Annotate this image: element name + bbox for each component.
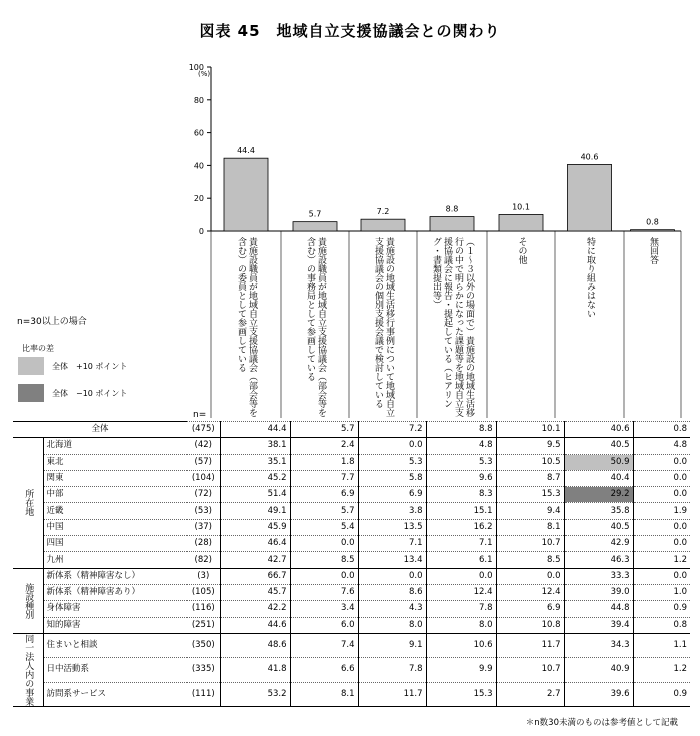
row-label: 九州 [43, 552, 187, 568]
value-cell: 53.2 [220, 682, 290, 706]
table-row [13, 617, 690, 633]
value-cell: 12.4 [496, 584, 564, 600]
bar [293, 222, 337, 231]
value-cell: 9.1 [358, 633, 426, 657]
table-row [13, 536, 690, 552]
row-n: (82) [187, 552, 220, 568]
category-label: その他 [516, 237, 527, 264]
value-cell: 2.7 [496, 682, 564, 706]
value-cell: 13.4 [358, 552, 426, 568]
row-label: 身体障害 [43, 601, 187, 617]
value-cell: 40.9 [564, 658, 633, 682]
value-cell: 45.9 [220, 519, 290, 535]
row-label: 関東 [43, 470, 187, 486]
value-cell: 8.7 [496, 470, 564, 486]
value-cell: 11.7 [358, 682, 426, 706]
value-cell: 13.5 [358, 519, 426, 535]
y-tick-label: 80 [193, 95, 204, 105]
value-cell: 42.2 [220, 601, 290, 617]
category-label-box [419, 235, 485, 420]
value-cell: 38.1 [220, 438, 290, 454]
legend-title: 比率の差 [22, 344, 54, 353]
table-row [13, 438, 690, 454]
category-label-box [283, 235, 347, 420]
table-row [13, 658, 690, 682]
value-cell: 66.7 [220, 568, 290, 584]
value-cell: 42.9 [564, 536, 633, 552]
y-tick-label: 60 [193, 128, 204, 138]
value-cell: 5.3 [358, 454, 426, 470]
legend-plus-swatch [18, 357, 44, 375]
value-cell: 7.8 [426, 601, 496, 617]
y-tick-label: 0 [198, 227, 204, 236]
value-cell: 6.6 [290, 658, 358, 682]
value-cell: 45.7 [220, 584, 290, 600]
row-n: (28) [187, 536, 220, 552]
group-cell [13, 438, 43, 568]
category-label: 特に取り組みはない [585, 237, 595, 318]
value-cell: 44.8 [564, 601, 633, 617]
value-cell: 46.4 [220, 536, 290, 552]
value-cell: 48.6 [220, 633, 290, 657]
value-cell: 15.3 [426, 682, 496, 706]
legend-plus [18, 357, 127, 375]
value-cell: 0.0 [358, 438, 426, 454]
value-cell: 39.6 [564, 682, 633, 706]
value-cell: 5.4 [290, 519, 358, 535]
value-cell: 9.6 [426, 470, 496, 486]
table-row [13, 422, 690, 438]
value-cell: 10.1 [496, 422, 564, 438]
y-tick-label: 20 [193, 194, 204, 204]
value-cell: 0.0 [290, 536, 358, 552]
table-row [13, 682, 690, 706]
bar-value-label: 7.2 [376, 207, 390, 217]
table-row [13, 503, 690, 519]
value-cell: 7.7 [290, 470, 358, 486]
value-cell: 8.1 [290, 682, 358, 706]
value-cell: 7.4 [290, 633, 358, 657]
table-row [13, 487, 690, 503]
value-cell: 0.0 [358, 568, 426, 584]
value-cell: 1.2 [633, 552, 690, 568]
value-cell: 0.8 [633, 617, 690, 633]
value-cell: 0.0 [496, 568, 564, 584]
value-cell: 44.6 [220, 617, 290, 633]
category-label-box [557, 235, 622, 420]
row-n: (72) [187, 487, 220, 503]
value-cell: 9.4 [496, 503, 564, 519]
row-label: 中部 [43, 487, 187, 503]
value-cell: 46.3 [564, 552, 633, 568]
value-cell: 1.2 [633, 658, 690, 682]
legend-plus-label: 全体 +10 ポイント [52, 361, 128, 371]
row-n: (53) [187, 503, 220, 519]
row-n: (335) [187, 658, 220, 682]
value-cell: 8.0 [426, 617, 496, 633]
value-cell: 4.8 [426, 438, 496, 454]
value-cell: 40.5 [564, 438, 633, 454]
value-cell: 6.9 [290, 487, 358, 503]
category-label: 貴施設の地域生活移行事例について地域自立支援協議会の個別支援会議で検討している [373, 237, 394, 417]
value-cell: 7.6 [290, 584, 358, 600]
value-cell: 3.8 [358, 503, 426, 519]
row-n: (111) [187, 682, 220, 706]
value-cell: 42.7 [220, 552, 290, 568]
page-title: 図表 45 地域自立支援協議会との関わり [199, 22, 501, 40]
group-cell [13, 633, 43, 706]
value-cell: 10.6 [426, 633, 496, 657]
table-row [13, 470, 690, 486]
value-cell: 3.4 [290, 601, 358, 617]
value-cell: 0.9 [633, 682, 690, 706]
value-cell: 8.1 [496, 519, 564, 535]
value-cell: 40.4 [564, 470, 633, 486]
value-cell: 35.1 [220, 454, 290, 470]
table-row [13, 568, 690, 584]
value-cell: 0.8 [633, 422, 690, 438]
value-cell: 6.9 [496, 601, 564, 617]
row-label: 北海道 [43, 438, 187, 454]
bar-value-label: 5.7 [308, 209, 322, 219]
bar-value-label: 40.6 [580, 152, 599, 162]
value-cell: 40.5 [564, 519, 633, 535]
group-label: 同一法人内の事業 [23, 633, 34, 706]
data-table [13, 421, 690, 707]
value-cell: 6.9 [358, 487, 426, 503]
value-cell: 0.0 [633, 519, 690, 535]
value-cell: 33.3 [564, 568, 633, 584]
value-cell: 7.2 [358, 422, 426, 438]
value-cell: 10.7 [496, 536, 564, 552]
bar [631, 230, 675, 231]
value-cell: 50.9 [564, 454, 633, 470]
value-cell: 0.0 [426, 568, 496, 584]
row-n: (475) [187, 422, 220, 438]
table-row [13, 601, 690, 617]
row-label: 近畿 [43, 503, 187, 519]
bar [430, 217, 474, 231]
value-cell: 51.4 [220, 487, 290, 503]
bar [361, 219, 405, 231]
row-label: 東北 [43, 454, 187, 470]
value-cell: 39.0 [564, 584, 633, 600]
value-cell: 45.2 [220, 470, 290, 486]
row-n: (57) [187, 454, 220, 470]
row-label: 全体 [13, 422, 187, 438]
y-unit-label: (%) [198, 70, 211, 78]
value-cell: 0.0 [633, 487, 690, 503]
value-cell: 39.4 [564, 617, 633, 633]
group-label: 施設種別 [23, 582, 34, 619]
value-cell: 7.8 [358, 658, 426, 682]
value-cell: 1.0 [633, 584, 690, 600]
value-cell: 0.9 [633, 601, 690, 617]
value-cell: 0.0 [633, 470, 690, 486]
row-n: (37) [187, 519, 220, 535]
category-label-box [213, 235, 279, 420]
value-cell: 41.8 [220, 658, 290, 682]
category-label-box [351, 235, 415, 420]
value-cell: 5.8 [358, 470, 426, 486]
value-cell: 0.0 [633, 454, 690, 470]
bar-value-label: 44.4 [237, 146, 255, 156]
row-label: 中国 [43, 519, 187, 535]
value-cell: 0.0 [633, 568, 690, 584]
value-cell: 7.1 [426, 536, 496, 552]
category-label: 無回答 [648, 237, 658, 264]
bar [568, 164, 612, 231]
value-cell: 10.7 [496, 658, 564, 682]
value-cell: 8.8 [426, 422, 496, 438]
value-cell: 1.9 [633, 503, 690, 519]
table-row [13, 584, 690, 600]
value-cell: 0.0 [290, 568, 358, 584]
row-label: 四国 [43, 536, 187, 552]
value-cell: 4.8 [633, 438, 690, 454]
value-cell: 44.4 [220, 422, 290, 438]
value-cell: 8.5 [496, 552, 564, 568]
y-tick-label: 40 [193, 161, 204, 171]
legend-minus-label: 全体 −10 ポイント [52, 388, 128, 398]
footnote: ＊n数30未満のものは参考値として記載 [525, 718, 678, 728]
value-cell: 6.1 [426, 552, 496, 568]
value-cell: 16.2 [426, 519, 496, 535]
group-label: 所在地 [23, 489, 34, 517]
y-tick-label: 100 [188, 63, 204, 72]
value-cell: 2.4 [290, 438, 358, 454]
category-label: 貴施設職員が地域自立支援協議会（部会等を含む）の事務局として参画している [305, 237, 326, 417]
row-n: (116) [187, 601, 220, 617]
table-row [13, 519, 690, 535]
value-cell: 5.3 [426, 454, 496, 470]
row-label: 訪問系サービス [43, 682, 187, 706]
legend-minus-swatch [18, 384, 44, 402]
value-cell: 5.7 [290, 503, 358, 519]
value-cell: 9.9 [426, 658, 496, 682]
value-cell: 29.2 [564, 487, 633, 503]
value-cell: 34.3 [564, 633, 633, 657]
value-cell: 0.0 [633, 536, 690, 552]
bar-value-label: 0.8 [646, 217, 659, 227]
table-row [13, 552, 690, 568]
value-cell: 49.1 [220, 503, 290, 519]
row-label: 住まいと相談 [43, 633, 187, 657]
value-cell: 5.7 [290, 422, 358, 438]
row-label: 知的障害 [43, 617, 187, 633]
value-cell: 6.0 [290, 617, 358, 633]
group-cell [13, 568, 43, 633]
row-n: (251) [187, 617, 220, 633]
legend-minus [18, 384, 127, 402]
n-label: n= [193, 410, 207, 420]
category-label: （１～３以外の場面で）貴施設の地域生活移行の中で明らかになった課題等を地域自立支援協議会に報告・提起している（ヒアリング・書類提出等） [431, 237, 474, 417]
value-cell: 40.6 [564, 422, 633, 438]
bar-value-label: 8.8 [445, 204, 459, 214]
value-cell: 10.8 [496, 617, 564, 633]
row-n: (104) [187, 470, 220, 486]
row-label: 新体系（精神障害なし） [43, 568, 187, 584]
category-label-box [489, 235, 553, 420]
value-cell: 10.5 [496, 454, 564, 470]
value-cell: 4.3 [358, 601, 426, 617]
bar-value-label: 10.1 [512, 202, 530, 212]
bar [224, 158, 268, 231]
value-cell: 8.3 [426, 487, 496, 503]
value-cell: 1.8 [290, 454, 358, 470]
value-cell: 8.5 [290, 552, 358, 568]
row-n: (42) [187, 438, 220, 454]
category-label: 貴施設職員が地域自立支援協議会（部会等を含む）の委員として参画している [236, 237, 257, 417]
row-n: (350) [187, 633, 220, 657]
value-cell: 15.1 [426, 503, 496, 519]
value-cell: 8.0 [358, 617, 426, 633]
value-cell: 12.4 [426, 584, 496, 600]
row-n: (105) [187, 584, 220, 600]
value-cell: 9.5 [496, 438, 564, 454]
value-cell: 11.7 [496, 633, 564, 657]
category-label-box [626, 235, 679, 420]
value-cell: 8.6 [358, 584, 426, 600]
value-cell: 7.1 [358, 536, 426, 552]
table-row [13, 633, 690, 657]
row-label: 新体系（精神障害あり） [43, 584, 187, 600]
value-cell: 35.8 [564, 503, 633, 519]
subset-note: n=30以上の場合 [17, 317, 87, 327]
value-cell: 1.1 [633, 633, 690, 657]
row-label: 日中活動系 [43, 658, 187, 682]
table-row [13, 454, 690, 470]
value-cell: 15.3 [496, 487, 564, 503]
row-n: (3) [187, 568, 220, 584]
bar [499, 214, 543, 231]
